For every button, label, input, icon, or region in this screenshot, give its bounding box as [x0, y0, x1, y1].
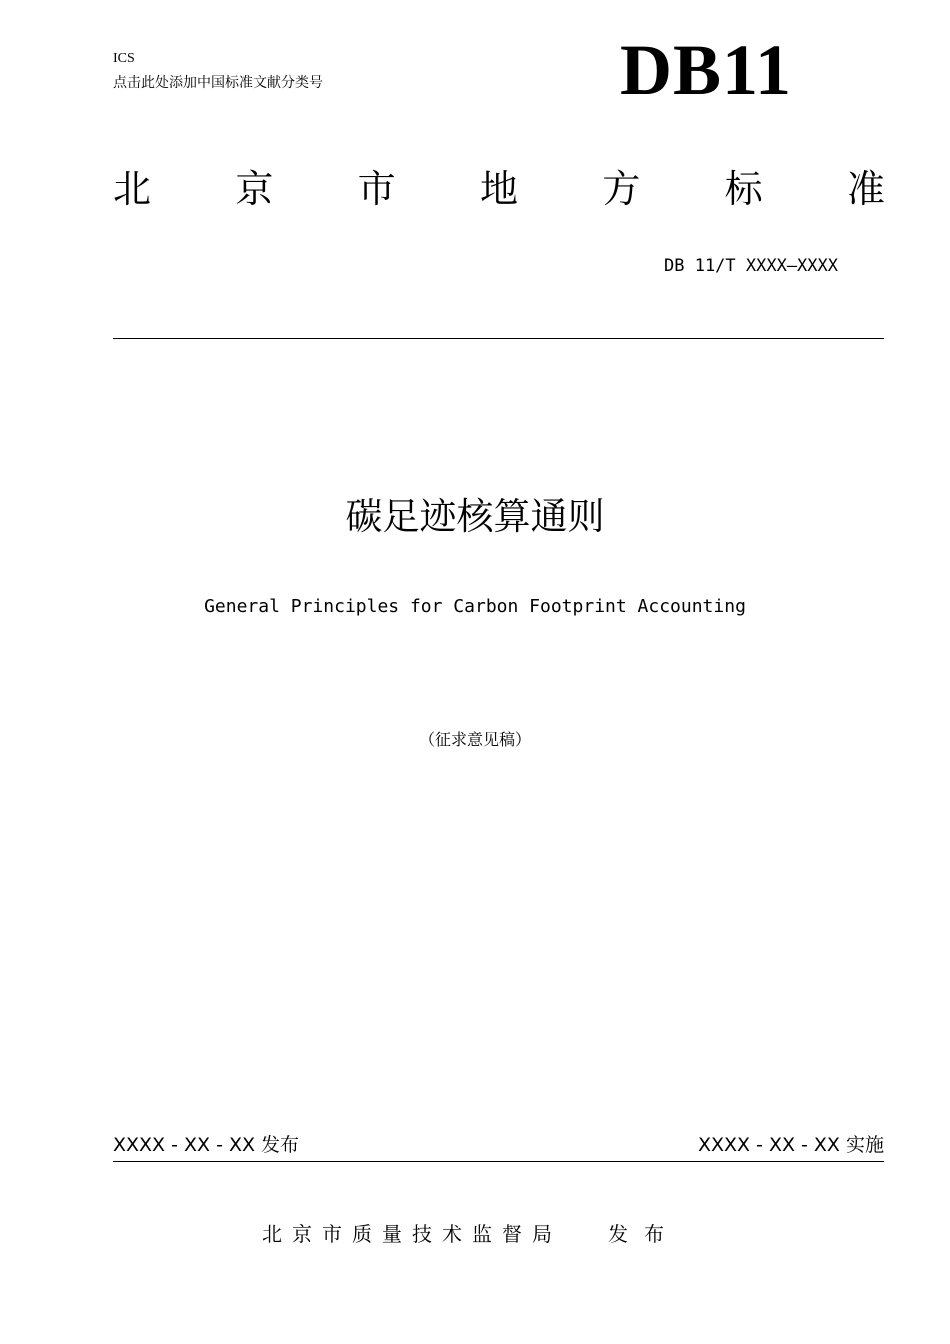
issuer-line — [262, 1220, 680, 1248]
release-date: XXXX - XX - XX 发布 — [113, 1134, 300, 1156]
classification-placeholder[interactable]: 点击此处添加中国标准文献分类号 — [113, 75, 323, 91]
draft-status-note: （征求意见稿） — [418, 730, 531, 749]
standard-type-heading — [113, 166, 885, 212]
ics-label: ICS — [113, 51, 135, 66]
standard-type-char: 市 — [357, 167, 396, 211]
issue-action: 发布 — [608, 1222, 680, 1246]
document-title-english: General Principles for Carbon Footprint Accounting — [204, 596, 746, 617]
issuing-authority: 北京市质量技术监督局 — [262, 1222, 562, 1246]
standard-type-char: 京 — [235, 167, 274, 211]
standard-type-char: 地 — [479, 167, 518, 211]
standard-type-char: 方 — [602, 167, 641, 211]
footer-divider — [113, 1161, 884, 1162]
standard-number: DB 11/T XXXX—XXXX — [664, 256, 838, 276]
standard-type-char: 准 — [846, 167, 885, 211]
document-title-chinese: 碳足迹核算通则 — [345, 495, 605, 538]
standard-type-char: 标 — [724, 167, 763, 211]
standard-type-char: 北 — [113, 167, 152, 211]
standard-code: DB11 — [620, 30, 793, 110]
header-divider — [113, 338, 884, 339]
effective-date: XXXX - XX - XX 实施 — [697, 1134, 884, 1156]
